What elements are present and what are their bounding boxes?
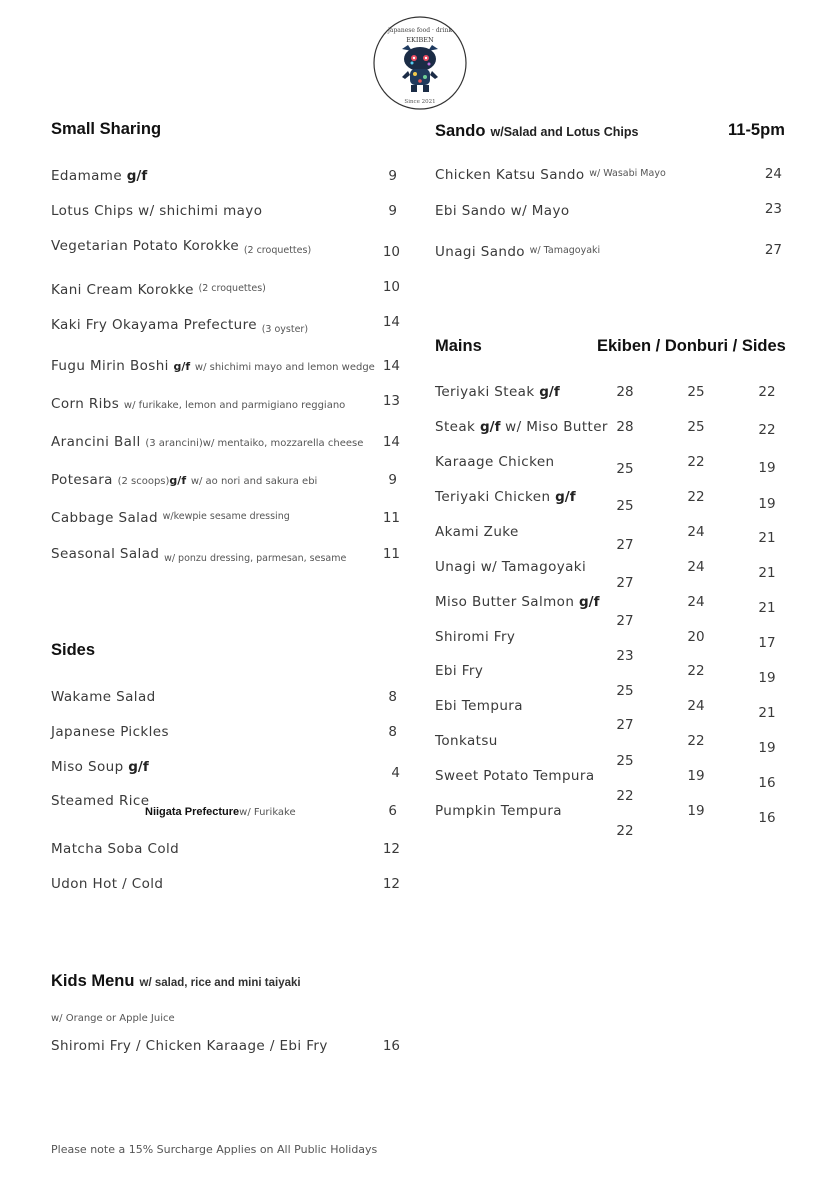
- sando-heading: Sando: [435, 122, 486, 140]
- mains-price-sides: 21: [758, 530, 776, 546]
- mains-price-ekiben: 22: [616, 788, 634, 804]
- sando-heading-row: [435, 121, 638, 141]
- mains-item-name: Miso Butter Salmon g/f: [435, 594, 600, 610]
- gluten-free-tag: g/f: [555, 489, 576, 505]
- item-note: (2 croquettes): [198, 283, 266, 294]
- kids-menu-note: w/ salad, rice and mini taiyaki: [139, 977, 301, 989]
- item-price: 10: [382, 244, 400, 260]
- mains-item-name: Steak g/f w/ Miso Butter: [435, 419, 608, 435]
- item-price: 24: [764, 166, 782, 182]
- list-item: Matcha Soba Cold: [51, 841, 180, 857]
- list-item: Steamed Rice: [51, 793, 150, 809]
- list-item: Japanese Pickles: [51, 724, 169, 740]
- item-price: 16: [382, 1038, 400, 1054]
- mains-price-ekiben: 25: [616, 683, 634, 699]
- mains-item-name: Tonkatsu: [435, 733, 498, 749]
- item-note: (2 croquettes): [243, 245, 312, 256]
- item-note: w/ ponzu dressing, parmesan, sesame: [164, 553, 347, 564]
- mains-price-donburi: 20: [687, 629, 705, 645]
- logo-name: EKIBEN: [406, 36, 434, 44]
- list-item: Vegetarian Potato Korokke $_{(2 croquettes)}$: [51, 238, 312, 256]
- item-note: w/ ao nori and sakura ebi: [190, 476, 318, 487]
- mains-price-sides: 17: [758, 635, 776, 651]
- mains-price-sides: 21: [758, 565, 776, 581]
- mains-price-donburi: 22: [687, 489, 705, 505]
- mains-price-sides: 22: [758, 422, 776, 438]
- mains-item-name: Karaage Chicken: [435, 454, 555, 470]
- mains-price-donburi: 22: [687, 733, 705, 749]
- list-item: Seasonal Salad $_{w/ ponzu dressing, parmesan, sesame}$: [51, 546, 347, 564]
- item-price: 8: [388, 724, 397, 740]
- list-item: Shiromi Fry / Chicken Karaage / Ebi Fry: [51, 1038, 328, 1054]
- mains-price-sides: 21: [758, 705, 776, 721]
- mains-item-name: Akami Zuke: [435, 524, 519, 540]
- mains-price-sides: 19: [758, 496, 776, 512]
- mains-price-donburi: 25: [687, 419, 705, 435]
- sando-hours: 11-5pm: [728, 121, 785, 139]
- item-price: 11: [382, 510, 400, 526]
- logo-tagline: japanese food · drink: [388, 27, 452, 34]
- item-note: w/ Wasabi Mayo: [589, 168, 666, 179]
- mains-item-name: Teriyaki Steak g/f: [435, 384, 560, 400]
- mains-price-donburi: 19: [687, 768, 705, 784]
- list-item: Wakame Salad: [51, 689, 156, 705]
- mains-price-sides: 16: [758, 775, 776, 791]
- item-price: 4: [391, 765, 400, 781]
- item-price: 12: [382, 876, 400, 892]
- item-note: w/ Tamagoyaki: [529, 245, 601, 256]
- kids-drink-note: w/ Orange or Apple Juice: [51, 1013, 175, 1024]
- mains-price-sides: 21: [758, 600, 776, 616]
- mains-price-ekiben: 27: [616, 613, 634, 629]
- mains-price-donburi: 24: [687, 524, 705, 540]
- mains-price-donburi: 25: [687, 384, 705, 400]
- logo-est: Since 2021: [404, 99, 436, 105]
- mains-price-sides: 19: [758, 740, 776, 756]
- mains-price-ekiben: 25: [616, 498, 634, 514]
- item-price: 12: [382, 841, 400, 857]
- item-price: 8: [388, 689, 397, 705]
- mains-price-sides: 19: [758, 460, 776, 476]
- mains-price-ekiben: 27: [616, 537, 634, 553]
- list-item: Kani Cream Korokke $^{(2 croquettes)}$: [51, 282, 266, 298]
- mains-price-ekiben: 22: [616, 823, 634, 839]
- list-item: Chicken Katsu Sando $^{w/ Wasabi Mayo}$: [435, 167, 666, 183]
- gluten-free-tag: g/f: [126, 168, 148, 184]
- mains-item-name: Ebi Tempura: [435, 698, 523, 714]
- mains-price-sides: 22: [758, 384, 776, 400]
- mains-price-donburi: 19: [687, 803, 705, 819]
- mains-price-donburi: 24: [687, 559, 705, 575]
- sides-heading: Sides: [51, 641, 96, 659]
- sando-heading-note: w/Salad and Lotus Chips: [490, 125, 639, 139]
- mains-price-sides: 19: [758, 670, 776, 686]
- mains-price-donburi: 22: [687, 663, 705, 679]
- item-price: 13: [382, 393, 400, 409]
- gluten-free-tag: g/f: [539, 384, 560, 400]
- mains-price-donburi: 24: [687, 698, 705, 714]
- list-item: Arancini Ball (3 arancini)w/ mentaiko, mozzarella cheese: [51, 434, 364, 450]
- list-item: Fugu Mirin Boshi g/f w/ shichimi mayo and lemon wedge: [51, 358, 375, 374]
- gluten-free-tag: g/f: [173, 360, 191, 373]
- item-price: 14: [382, 434, 400, 450]
- surcharge-note: Please note a 15% Surcharge Applies on All Public Holidays: [51, 1143, 378, 1156]
- item-price: 14: [382, 358, 400, 374]
- item-price: 9: [388, 472, 397, 488]
- gluten-free-tag: g/f: [479, 419, 501, 435]
- list-item: Udon Hot / Cold: [51, 876, 164, 892]
- mains-price-donburi: 24: [687, 594, 705, 610]
- mains-item-name: Unagi w/ Tamagoyaki: [435, 559, 587, 575]
- list-item: Miso Soup g/f: [51, 759, 149, 775]
- mains-item-name: Pumpkin Tempura: [435, 803, 562, 819]
- mains-price-ekiben: 28: [616, 419, 634, 435]
- item-price: 23: [764, 201, 782, 217]
- mains-item-name: Teriyaki Chicken g/f: [435, 489, 576, 505]
- mains-price-sides: 16: [758, 810, 776, 826]
- gluten-free-tag: g/f: [128, 759, 149, 775]
- item-price: 14: [382, 314, 400, 330]
- item-note: w/ furikake, lemon and parmigiano reggiano: [123, 400, 346, 411]
- list-item: Corn Ribs w/ furikake, lemon and parmigiano reggiano: [51, 396, 346, 412]
- mains-price-ekiben: 25: [616, 461, 634, 477]
- mains-item-name: Ebi Fry: [435, 663, 484, 679]
- mains-price-ekiben: 25: [616, 753, 634, 769]
- item-price: 11: [382, 546, 400, 562]
- item-note: (3 oyster): [261, 324, 309, 335]
- item-price: 27: [764, 242, 782, 258]
- item-note: Niigata Prefecturew/ Furikake: [145, 806, 296, 818]
- item-note: (3 arancini)w/ mentaiko, mozzarella cheese: [145, 438, 364, 449]
- gluten-free-tag: g/f: [579, 594, 600, 610]
- list-item: Lotus Chips w/ shichimi mayo: [51, 203, 263, 219]
- item-price: 9: [388, 168, 397, 184]
- item-price: 6: [388, 803, 397, 819]
- kids-menu-heading-row: [51, 971, 301, 991]
- mains-heading: Mains: [435, 337, 482, 355]
- mains-item-name: Shiromi Fry: [435, 629, 516, 645]
- kids-menu-heading: Kids Menu: [51, 972, 135, 990]
- list-item: Cabbage Salad $^{w/kewpie sesame dressing}$: [51, 510, 290, 526]
- mains-columns-header: Ekiben / Donburi / Sides: [597, 337, 786, 355]
- item-note: w/ shichimi mayo and lemon wedge: [194, 362, 375, 373]
- mains-price-donburi: 22: [687, 454, 705, 470]
- mains-price-ekiben: 28: [616, 384, 634, 400]
- gluten-free-tag: g/f: [169, 474, 187, 487]
- item-price: 10: [382, 279, 400, 295]
- item-note: w/kewpie sesame dressing: [162, 511, 290, 522]
- small-sharing-heading: Small Sharing: [51, 120, 162, 138]
- mains-price-ekiben: 27: [616, 575, 634, 591]
- mains-price-ekiben: 23: [616, 648, 634, 664]
- list-item: Unagi Sando $^{w/ Tamagoyaki}$: [435, 244, 601, 260]
- mains-item-name: Sweet Potato Tempura: [435, 768, 595, 784]
- mains-price-ekiben: 27: [616, 717, 634, 733]
- list-item: Potesara (2 scoops)g/f w/ ao nori and sakura ebi: [51, 472, 318, 488]
- ekiben-logo: [372, 15, 468, 111]
- item-price: 9: [388, 203, 397, 219]
- item-note: (2 scoops): [117, 476, 170, 487]
- list-item: Ebi Sando w/ Mayo: [435, 203, 570, 219]
- list-item: Kaki Fry Okayama Prefecture $_{(3 oyster)}$: [51, 317, 309, 335]
- list-item: Edamame g/f: [51, 168, 148, 184]
